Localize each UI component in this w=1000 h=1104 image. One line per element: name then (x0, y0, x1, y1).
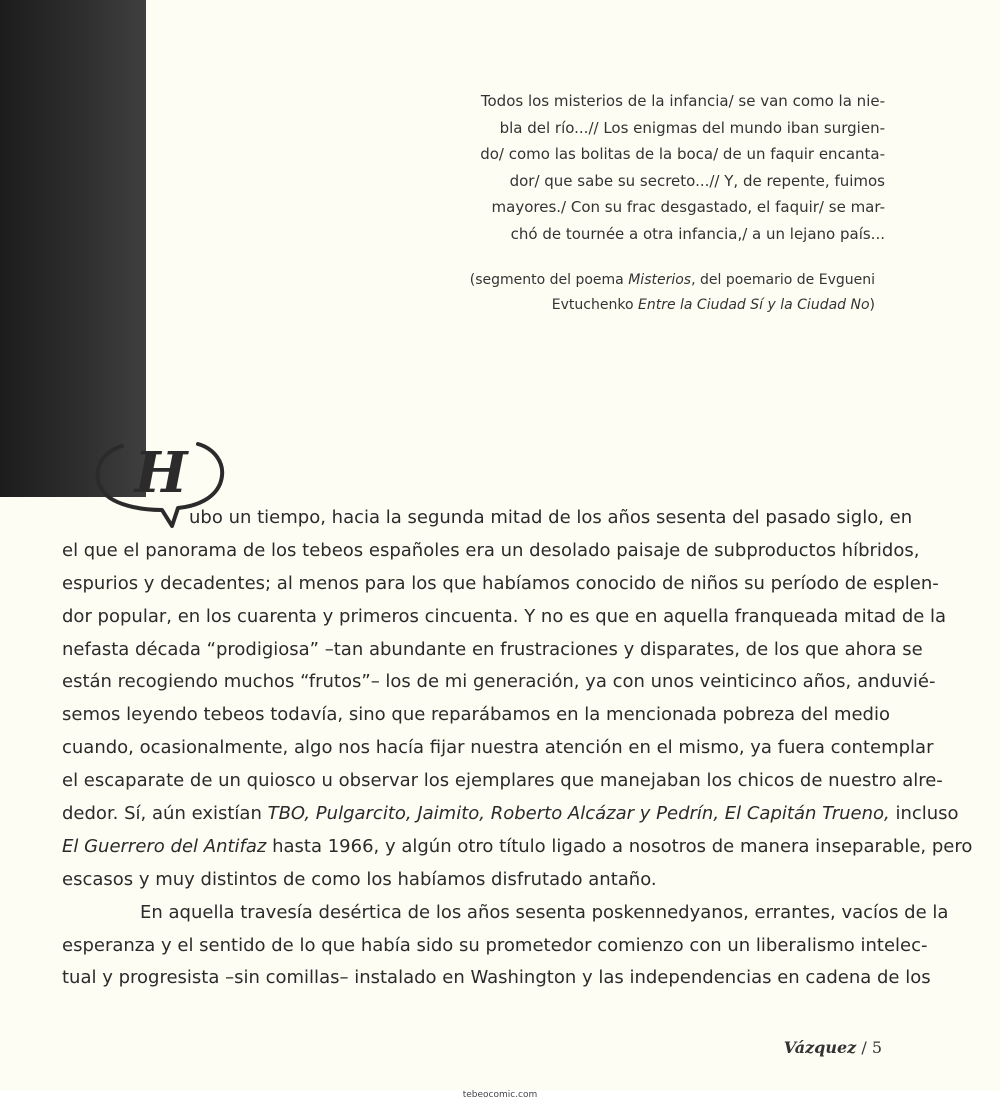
body-line (62, 798, 959, 831)
comic-titles: TBO, Pulgarcito, Jaimito, Roberto Alcázar y Pedrín, El Capitán Trueno, (267, 803, 890, 825)
running-author: Vázquez (783, 1038, 857, 1057)
body-line: están recogiendo muchos “frutos”– los de mi generación, ya con unos veinticinco años, anduvié- (62, 671, 936, 693)
body-text (62, 502, 973, 995)
epigraph-line: dor/ que sabe su secreto...// Y, de repente, fuimos (509, 171, 885, 190)
body-line: En aquella travesía desértica de los años sesenta poskennedyanos, errantes, vacíos de la (140, 901, 949, 923)
dropcap-letter: H (134, 440, 188, 506)
folio-separator: / (861, 1038, 867, 1057)
epigraph-line: chó de tournée a otra infancia,/ a un lejano país... (510, 224, 885, 243)
epigraph-poem (420, 88, 885, 248)
source-text: , del poemario de Evgueni (691, 272, 875, 288)
dark-side-band (0, 0, 146, 497)
epigraph-line: Todos los misterios de la infancia/ se van como la nie- (480, 92, 885, 110)
page-number: 5 (871, 1038, 882, 1057)
body-line: semos leyendo tebeos todavía, sino que reparábamos en la mencionada pobreza del medio (62, 704, 890, 726)
source-text: ) (869, 297, 875, 313)
body-line: ubo un tiempo, hacia la segunda mitad de los años sesenta del pasado siglo, en (189, 507, 913, 528)
epigraph-source-line (420, 293, 875, 318)
body-text-run: incluso (889, 803, 959, 825)
source-text: Evtuchenko (551, 297, 638, 313)
book-title: Entre la Ciudad Sí y la Ciudad No (637, 297, 870, 313)
body-line: espurios y decadentes; al menos para los que habíamos conocido de niños su período de esplen- (62, 572, 939, 594)
body-line: tual y progresista –sin comillas– instalado en Washington y las independencias en cadena de los (62, 967, 931, 989)
comic-title: El Guerrero del Antifaz (62, 835, 267, 857)
source-text: (segmento del poema (469, 272, 629, 288)
poem-title: Misterios (628, 272, 692, 288)
body-text-run: hasta 1966, y algún otro título ligado a nosotros de manera inseparable, pero (266, 835, 973, 857)
body-text-run: dedor. Sí, aún existían (62, 803, 268, 825)
epigraph-source (420, 268, 875, 318)
epigraph-line: do/ como las bolitas de la boca/ de un faquir encanta- (480, 145, 885, 164)
epigraph-line: bla del río...// Los enigmas del mundo iban surgien- (499, 118, 885, 137)
body-line: esperanza y el sentido de lo que había sido su prometedor comienzo con un liberalismo intelec- (62, 934, 928, 956)
watermark: tebeocomic.com (462, 1090, 538, 1100)
body-line: escasos y muy distintos de como los habíamos disfrutado antaño. (62, 868, 657, 890)
epigraph-source-line (420, 268, 875, 293)
body-line: cuando, ocasionalmente, algo nos hacía fijar nuestra atención en el mismo, ya fuera contemplar (62, 737, 934, 759)
body-line: nefasta década “prodigiosa” –tan abundante en frustraciones y disparates, de los que ahora se (62, 638, 923, 660)
body-line: el escaparate de un quiosco u observar los ejemplares que manejaban los chicos de nuestro alre- (62, 770, 943, 792)
body-line: el que el panorama de los tebeos españoles era un desolado paisaje de subproductos híbridos, (62, 539, 920, 561)
body-line: dor popular, en los cuarenta y primeros cincuenta. Y no es que en aquella franqueada mitad de la (62, 605, 947, 627)
page-folio (784, 1038, 882, 1057)
epigraph-line: mayores./ Con su frac desgastado, el faquir/ se mar- (491, 198, 885, 217)
body-line (62, 831, 973, 864)
